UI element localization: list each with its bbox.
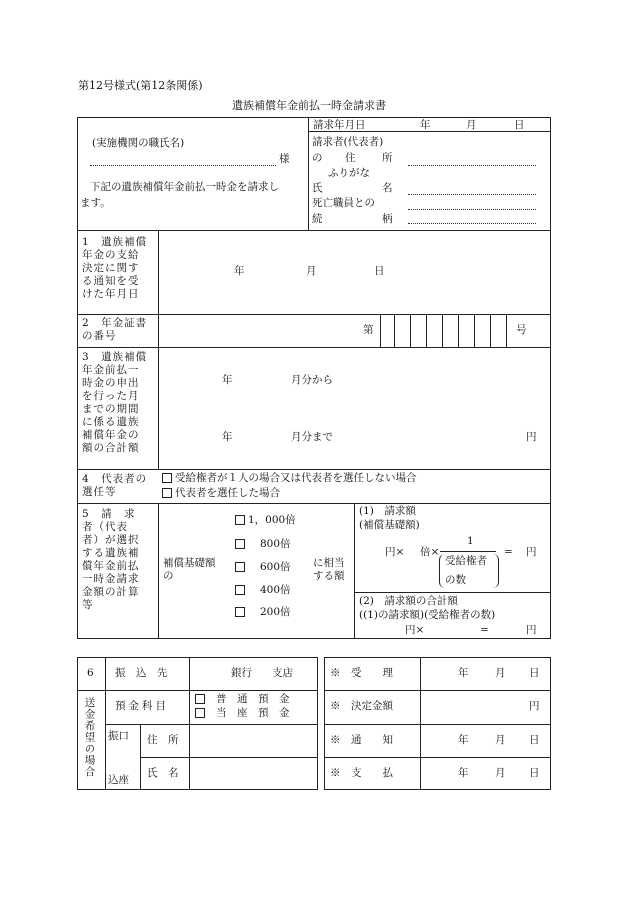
cert-box-divider <box>394 314 395 347</box>
address-field[interactable] <box>408 165 536 166</box>
multiplier-800[interactable]: 800倍 <box>235 539 291 551</box>
multiplier-200[interactable]: 200倍 <box>235 607 291 619</box>
cert-box-divider <box>442 314 443 347</box>
relation-field[interactable] <box>408 209 536 210</box>
checkbox[interactable] <box>162 473 172 483</box>
cert-box-divider <box>458 314 459 347</box>
request-text-2: ます。 <box>80 197 111 209</box>
ordinary-deposit-option[interactable]: 普 通 預 金 <box>195 694 290 706</box>
form-title: 遺族補償年金前払一時金請求書 <box>232 99 386 112</box>
row1-label: 1 遺族補償 年金の支給 決定に関す る通知を受 けた年月日 <box>82 236 148 300</box>
institution-label: (実施機関の職氏名) <box>92 137 185 149</box>
cert-box-divider <box>426 314 427 347</box>
checkbox[interactable] <box>162 488 172 498</box>
claimant-label: 請求者(代表者) <box>312 136 384 148</box>
option-single-claimant[interactable]: 受給権者が１人の場合又は代表者を選任しない場合 <box>162 473 417 485</box>
form-number: 第12号様式(第12条関係) <box>78 79 203 92</box>
cert-box-divider <box>410 314 411 347</box>
request-text-1: 下記の遺族補償年金前払一時金を請求し <box>90 181 279 193</box>
cert-box-divider <box>474 314 475 347</box>
multiplier-400[interactable]: 400倍 <box>235 585 291 597</box>
cert-box-divider <box>506 314 507 347</box>
row2-label: 2 年金証書 の番号 <box>82 317 148 342</box>
current-deposit-option[interactable]: 当 座 預 金 <box>195 708 290 720</box>
cert-box-divider <box>380 314 381 347</box>
row5-label: 5 請 求 者（代表 者）が選択 する遺族補 償年金前払 一時金請求 金額の計算 等 <box>82 508 140 611</box>
name-field[interactable] <box>408 194 536 195</box>
multiplier-1000[interactable]: 1，000倍 <box>235 515 296 527</box>
row3-label: 3 遺族補償 年金前払一 時金の申出 を行った月 までの期間 に係る遺族 補償年金の 額の合計額 <box>82 351 148 454</box>
remittance-vertical-label: 送金希望の場合 <box>83 697 96 778</box>
option-representative[interactable]: 代表者を選任した場合 <box>162 488 280 500</box>
institution-field[interactable] <box>90 165 276 166</box>
claim-date-label: 請求年月日 <box>313 119 366 131</box>
multiplier-600[interactable]: 600倍 <box>235 562 291 574</box>
denominator-brackets <box>439 554 499 588</box>
sama-text: 様 <box>279 153 290 165</box>
row4-label: 4 代表者の 選任等 <box>82 473 148 498</box>
cert-box-divider <box>490 314 491 347</box>
